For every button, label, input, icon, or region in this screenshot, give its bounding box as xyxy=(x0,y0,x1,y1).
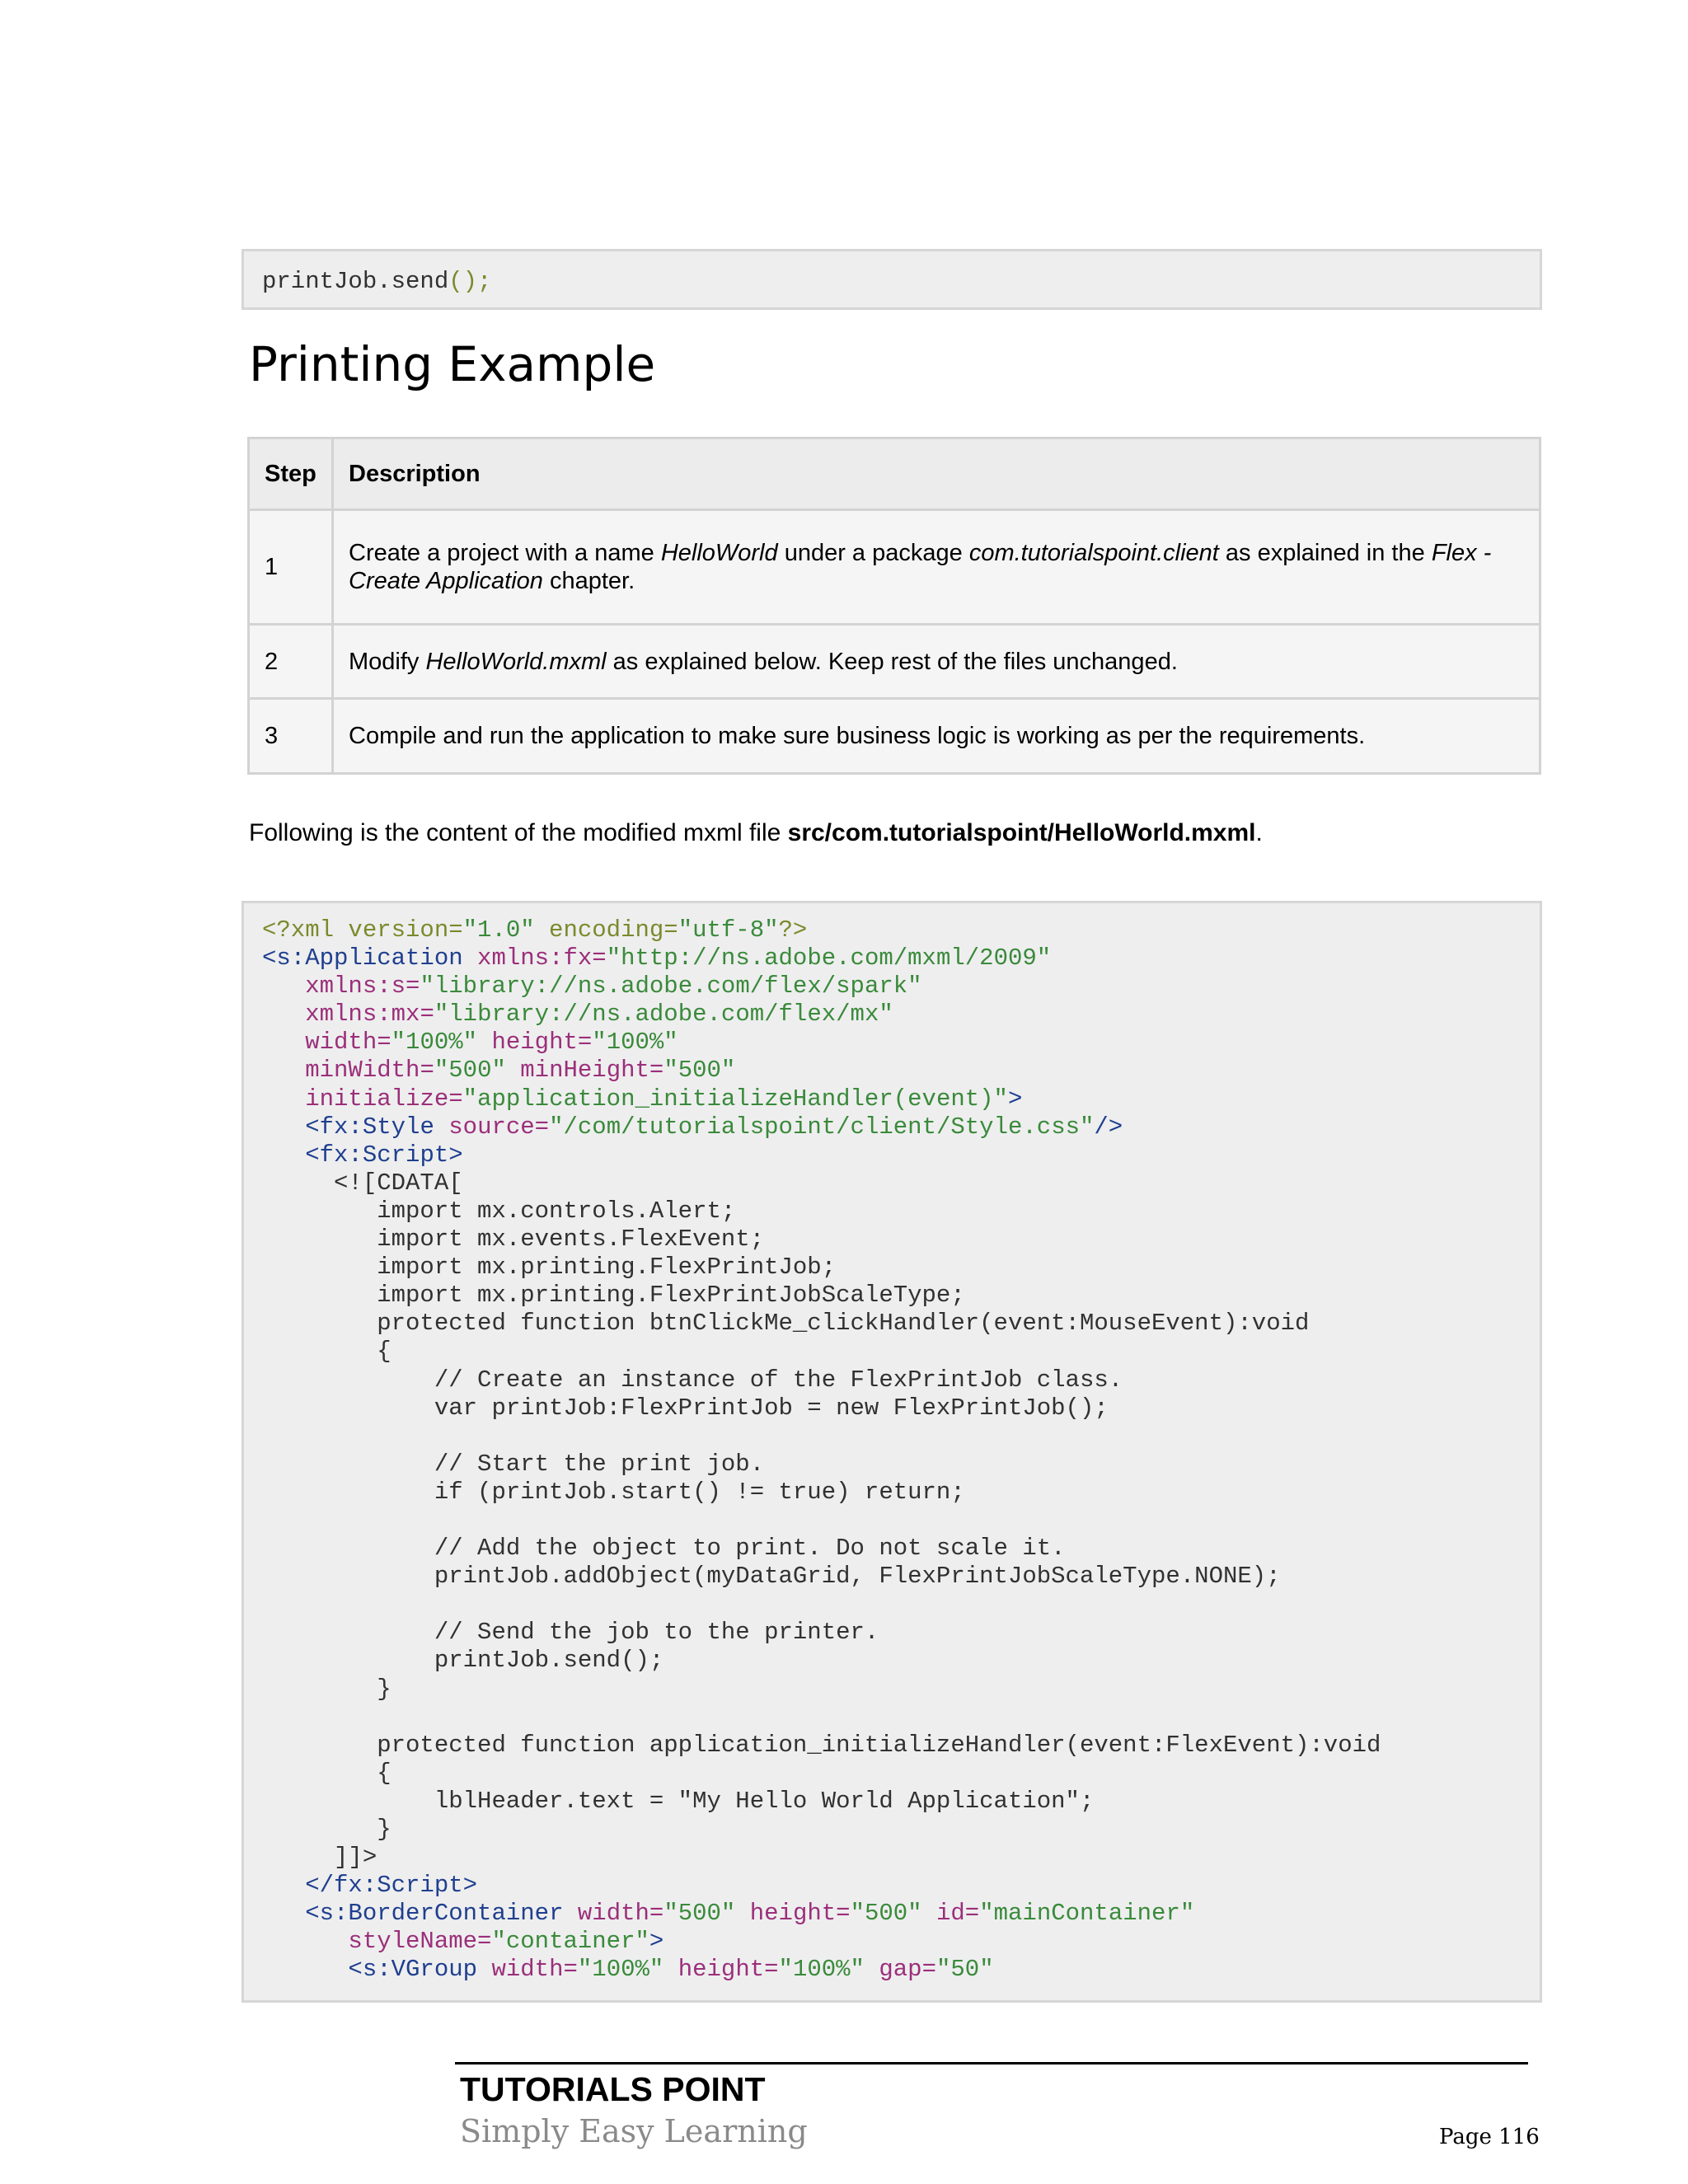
code-line: <s:Application xmlns:fx="http://ns.adobe.com/mxml/2009" xyxy=(262,944,1052,972)
footer-brand: TUTORIALS POINT xyxy=(460,2070,766,2108)
text-part: as explained in the xyxy=(1218,539,1432,566)
code-line: <![CDATA[ xyxy=(262,1169,463,1197)
steps-table xyxy=(247,437,1541,775)
footer-divider xyxy=(455,2062,1528,2064)
header-description: Description xyxy=(333,438,1540,510)
code-line: } xyxy=(262,1816,392,1843)
section-heading: Printing Example xyxy=(249,336,656,392)
step-number: 1 xyxy=(249,510,333,625)
code-line: printJob.send(); xyxy=(262,1647,664,1675)
code-line: // Send the job to the printer. xyxy=(262,1619,879,1647)
step-description xyxy=(333,699,1540,774)
code-line: <s:BorderContainer width="500" height="500" id="mainContainer" xyxy=(305,1900,1195,1928)
code-line: minWidth="500" minHeight="500" xyxy=(305,1057,736,1085)
text-part: chapter. xyxy=(542,567,635,594)
code-line: </fx:Script> xyxy=(305,1872,478,1900)
file-name: HelloWorld.mxml xyxy=(425,648,607,675)
code-line: printJob.addObject(myDataGrid, FlexPrintJobScaleType.NONE); xyxy=(262,1563,1281,1591)
text-part: under a package xyxy=(777,539,969,566)
code-line: var printJob:FlexPrintJob = new FlexPrintJob(); xyxy=(262,1394,1109,1422)
code-line: <?xml version="1.0" encoding="utf-8"?> xyxy=(262,916,808,944)
intro-text: Following is the content of the modified mxml file xyxy=(249,819,788,846)
snippet-punct: (); xyxy=(448,268,492,295)
code-listing xyxy=(262,916,1540,1985)
code-line: <fx:Script> xyxy=(305,1141,463,1169)
text-part: Compile and run the application to make sure business logic is working as per the requirements. xyxy=(349,723,1366,750)
code-line: width="100%" height="100%" xyxy=(305,1029,678,1057)
code-line: protected function application_initializeHandler(event:FlexEvent):void xyxy=(262,1731,1381,1759)
text-part: as explained below. Keep rest of the files unchanged. xyxy=(606,648,1178,675)
step-description xyxy=(333,624,1540,699)
code-line: <s:VGroup width="100%" height="100%" gap="50" xyxy=(348,1956,994,1984)
code-line: <fx:Style source="/com/tutorialspoint/client/Style.css"/> xyxy=(305,1113,1123,1141)
code-snippet-box xyxy=(241,249,1542,310)
code-line: xmlns:mx="library://ns.adobe.com/flex/mx" xyxy=(305,1001,893,1029)
step-description xyxy=(333,510,1540,625)
code-line: { xyxy=(262,1759,392,1787)
intro-file-path: src/com.tutorialspoint/HelloWorld.mxml xyxy=(787,819,1256,846)
code-line: // Start the print job. xyxy=(262,1450,765,1478)
code-line: import mx.events.FlexEvent; xyxy=(262,1226,765,1254)
header-step: Step xyxy=(249,438,333,510)
chapter-name: Flex - Create Application xyxy=(349,539,1492,594)
table-header-row xyxy=(249,438,1540,510)
code-listing-box xyxy=(241,901,1542,2003)
footer-tagline: Simply Easy Learning xyxy=(460,2113,808,2149)
code-line: import mx.printing.FlexPrintJobScaleType; xyxy=(262,1282,965,1310)
code-line: ]]> xyxy=(262,1844,377,1872)
code-line: xmlns:s="library://ns.adobe.com/flex/spark" xyxy=(305,972,922,1001)
code-line: initialize="application_initializeHandler(event)"> xyxy=(305,1085,1023,1113)
code-line: lblHeader.text = "My Hello World Application"; xyxy=(262,1787,1095,1815)
code-line: // Add the object to print. Do not scale it. xyxy=(262,1535,1066,1563)
table-row xyxy=(249,510,1540,625)
table-row xyxy=(249,699,1540,774)
page-number: Page 116 xyxy=(1439,2125,1540,2149)
step-number: 2 xyxy=(249,624,333,699)
snippet-code: printJob.send xyxy=(262,268,449,295)
step-number: 3 xyxy=(249,699,333,774)
text-part: Create a project with a name xyxy=(349,539,661,566)
code-line: if (printJob.start() != true) return; xyxy=(262,1478,965,1506)
table-row xyxy=(249,624,1540,699)
code-line: protected function btnClickMe_clickHandler(event:MouseEvent):void xyxy=(262,1310,1310,1338)
code-line: styleName="container"> xyxy=(348,1928,664,1956)
code-line: { xyxy=(262,1338,392,1366)
code-line: // Create an instance of the FlexPrintJob class. xyxy=(262,1366,1123,1394)
text-part: Modify xyxy=(349,648,426,675)
intro-end: . xyxy=(1255,819,1263,846)
code-line: } xyxy=(262,1675,392,1703)
project-name: HelloWorld xyxy=(660,539,778,566)
intro-paragraph xyxy=(249,819,1263,847)
code-line: import mx.controls.Alert; xyxy=(262,1197,736,1225)
code-line: import mx.printing.FlexPrintJob; xyxy=(262,1254,837,1282)
package-name: com.tutorialspoint.client xyxy=(968,539,1219,566)
